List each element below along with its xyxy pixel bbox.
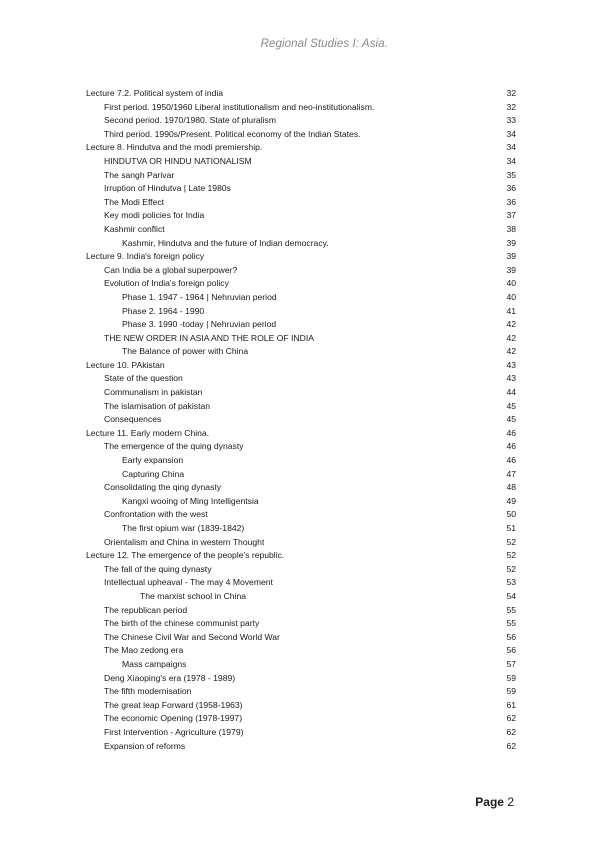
toc-entry-title: The birth of the chinese communist party — [104, 618, 260, 629]
toc-entry-page: 46 — [506, 427, 516, 438]
toc-entry-page: 59 — [506, 672, 516, 683]
toc-entry[interactable] — [86, 223, 516, 237]
toc-entry[interactable] — [86, 413, 516, 427]
toc-entry[interactable] — [86, 101, 516, 115]
toc-entry-title: The islamisation of pakistan — [104, 400, 211, 411]
toc-entry[interactable] — [86, 549, 516, 563]
toc-entry-title: The first opium war (1839-1842) — [122, 523, 245, 533]
toc-entry-page: 46 — [506, 455, 516, 466]
toc-entry-title: Lecture 9. India's foreign policy — [86, 251, 205, 262]
toc-entry[interactable] — [86, 196, 516, 210]
toc-entry[interactable] — [86, 264, 516, 278]
toc-entry-page: 61 — [506, 699, 516, 710]
toc-entry-title: Expansion of reforms — [104, 740, 186, 751]
toc-entry-page: 48 — [506, 482, 516, 493]
toc-entry-title: First period. 1950/1960 Liberal institutionalism and neo-institutionalism. — [104, 101, 375, 112]
toc-entry-page: 62 — [506, 740, 516, 751]
toc-entry-title: Third period. 1990s/Present. Political economy of the Indian States. — [104, 128, 361, 139]
toc-entry-page: 37 — [506, 210, 516, 221]
toc-entry-title: Kangxi wooing of Ming Intelligentsia — [122, 495, 259, 506]
toc-entry-title: First Intervention - Agriculture (1979) — [104, 726, 244, 737]
toc-entry-page: 35 — [506, 169, 516, 180]
toc-entry-page: 62 — [506, 713, 516, 724]
toc-entry-page: 34 — [506, 155, 516, 166]
toc-entry-title: Consolidating the qing dynasty — [104, 482, 222, 493]
toc-entry-page: 53 — [506, 577, 516, 588]
toc-entry[interactable] — [86, 169, 516, 183]
toc-entry-title: The Chinese Civil War and Second World War — [104, 631, 280, 642]
toc-entry-title: Evolution of India's foreign policy — [104, 278, 229, 289]
toc-entry[interactable] — [86, 576, 516, 590]
toc-entry-title: The emergence of the quing dynasty — [104, 441, 244, 452]
toc-entry-title: Lecture 7.2. Political system of india — [86, 88, 224, 98]
toc-entry-title: The Balance of power with China — [122, 346, 249, 357]
toc-entry[interactable] — [86, 685, 516, 699]
toc-entry[interactable] — [86, 590, 516, 604]
toc-entry-title: Lecture 11. Early modern China. — [86, 427, 210, 438]
running-head: Regional Studies I: Asia. — [260, 38, 388, 50]
toc-entry[interactable] — [86, 359, 516, 373]
toc-entry-page: 54 — [506, 590, 516, 601]
toc-entry-title: Lecture 12. The emergence of the people's republic. — [86, 550, 285, 561]
toc-entry-title: The marxist school in China — [140, 590, 247, 601]
toc-entry-title: The Modi Effect — [104, 196, 165, 207]
toc-entry[interactable] — [86, 699, 516, 713]
toc-entry-title: Phase 1. 1947 - 1964 | Nehruvian period — [122, 291, 277, 302]
toc-entry-page: 39 — [506, 264, 516, 275]
toc-entry-page: 34 — [506, 142, 516, 153]
toc-entry-title: Confrontation with the west — [104, 509, 208, 520]
toc-entry-title: Communalism in pakistan — [104, 387, 203, 398]
toc-entry-page: 62 — [506, 726, 516, 737]
toc-entry[interactable] — [86, 454, 516, 468]
toc-entry[interactable] — [86, 604, 516, 618]
toc-entry[interactable] — [86, 468, 516, 482]
toc-entry[interactable] — [86, 250, 516, 264]
toc-entry-title: Early expansion — [122, 455, 184, 466]
toc-entry-title: Can India be a global superpower? — [104, 264, 238, 275]
toc-entry[interactable] — [86, 291, 516, 305]
toc-entry-title: Kashmir, Hindutva and the future of Indian democracy. — [122, 237, 329, 248]
toc-entry-title: Phase 2. 1964 - 1990 — [122, 305, 205, 316]
toc-entry-page: 39 — [506, 251, 516, 262]
page-number: 2 — [507, 795, 514, 809]
toc-entry-page: 51 — [506, 523, 516, 533]
toc-entry[interactable] — [86, 563, 516, 577]
toc-entry-title: The republican period — [104, 604, 188, 615]
toc-entry-page: 38 — [506, 223, 516, 234]
toc-entry-page: 52 — [506, 550, 516, 561]
toc-entry[interactable] — [86, 644, 516, 658]
toc-entry[interactable] — [86, 114, 516, 128]
toc-entry-title: Intellectual upheaval - The may 4 Movement — [104, 577, 273, 588]
page-footer — [475, 795, 514, 809]
toc-entry[interactable] — [86, 712, 516, 726]
toc-entry[interactable] — [86, 400, 516, 414]
toc-entry-page: 40 — [506, 291, 516, 302]
toc-entry[interactable] — [86, 440, 516, 454]
toc-entry-title: Consequences — [104, 414, 162, 425]
toc-entry-page: 36 — [506, 183, 516, 194]
toc-entry-page: 56 — [506, 645, 516, 656]
toc-entry-page: 45 — [506, 414, 516, 425]
table-of-contents — [86, 87, 516, 753]
toc-entry-page: 32 — [506, 101, 516, 112]
toc-entry[interactable] — [86, 209, 516, 223]
toc-entry[interactable] — [86, 141, 516, 155]
toc-entry-page: 50 — [506, 509, 516, 520]
toc-entry-title: The fall of the quing dynasty — [104, 563, 212, 574]
toc-entry[interactable] — [86, 237, 516, 251]
toc-entry-page: 49 — [506, 495, 516, 506]
toc-entry-title: Deng Xiaoping's era (1978 - 1989) — [104, 672, 236, 683]
toc-entry-page: 39 — [506, 237, 516, 248]
toc-entry-title: Lecture 10. PAkistan — [86, 359, 165, 370]
toc-entry[interactable] — [86, 277, 516, 291]
toc-entry-title: Key modi policies for India — [104, 210, 205, 221]
toc-entry-page: 40 — [506, 278, 516, 289]
toc-entry[interactable] — [86, 182, 516, 196]
toc-entry-title: HINDUTVA OR HINDU NATIONALISM — [104, 155, 252, 166]
toc-entry-page: 36 — [506, 196, 516, 207]
toc-entry-page: 41 — [506, 305, 516, 316]
toc-entry[interactable] — [86, 495, 516, 509]
toc-entry-title: The economic Opening (1978-1997) — [104, 713, 243, 724]
toc-entry-title: Capturing China — [122, 468, 185, 479]
toc-entry[interactable] — [86, 128, 516, 142]
toc-entry[interactable] — [86, 332, 516, 346]
toc-entry-page: 59 — [506, 686, 516, 697]
toc-entry[interactable] — [86, 372, 516, 386]
toc-entry[interactable] — [86, 522, 516, 536]
toc-entry-page: 43 — [506, 373, 516, 384]
toc-entry-page: 34 — [506, 128, 516, 139]
toc-entry-title: Phase 3. 1990 -today | Nehruvian period — [122, 319, 277, 330]
toc-entry-page: 57 — [506, 658, 516, 669]
toc-entry-title: State of the question — [104, 373, 183, 384]
toc-entry-page: 52 — [506, 536, 516, 547]
toc-entry-title: The great leap Forward (1958-1963) — [104, 699, 243, 710]
toc-entry-page: 52 — [506, 563, 516, 574]
toc-entry-page: 45 — [506, 400, 516, 411]
toc-entry-page: 46 — [506, 441, 516, 452]
toc-entry-title: The fifth modernisation — [104, 686, 192, 697]
toc-entry-page: 42 — [506, 319, 516, 330]
toc-entry[interactable] — [86, 658, 516, 672]
toc-entry[interactable] — [86, 345, 516, 359]
toc-entry[interactable] — [86, 536, 516, 550]
toc-entry[interactable] — [86, 427, 516, 441]
toc-entry-title: Kashmir conflict — [104, 223, 165, 234]
toc-entry-page: 42 — [506, 332, 516, 343]
toc-entry-page: 32 — [506, 88, 516, 98]
toc-entry-title: Mass campaigns — [122, 658, 187, 669]
toc-entry-title: The sangh Parivar — [104, 169, 175, 180]
toc-entry[interactable] — [86, 386, 516, 400]
toc-entry-page: 44 — [506, 387, 516, 398]
toc-entry-title: THE NEW ORDER IN ASIA AND THE ROLE OF INDIA — [104, 332, 314, 343]
toc-entry[interactable] — [86, 481, 516, 495]
toc-entry-page: 55 — [506, 618, 516, 629]
toc-entry-page: 43 — [506, 359, 516, 370]
toc-entry[interactable] — [86, 508, 516, 522]
toc-entry-title: Irruption of Hindutva | Late 1980s — [104, 183, 231, 194]
toc-entry[interactable] — [86, 87, 516, 101]
toc-entry-page: 42 — [506, 346, 516, 357]
toc-entry-title: Lecture 8. Hindutva and the modi premiership. — [86, 142, 263, 153]
toc-entry-page: 33 — [506, 115, 516, 126]
toc-entry[interactable] — [86, 155, 516, 169]
toc-entry[interactable] — [86, 617, 516, 631]
toc-entry-page: 47 — [506, 468, 516, 479]
toc-entry-title: Second period. 1970/1980. State of pluralism — [104, 115, 276, 126]
toc-entry[interactable] — [86, 631, 516, 645]
toc-entry[interactable] — [86, 740, 516, 754]
toc-entry-title: Orientalism and China in western Thought — [104, 536, 265, 547]
toc-entry-page: 56 — [506, 631, 516, 642]
toc-entry[interactable] — [86, 726, 516, 740]
toc-entry-title: The Mao zedong era — [104, 645, 184, 656]
toc-entry-page: 55 — [506, 604, 516, 615]
toc-entry[interactable] — [86, 305, 516, 319]
toc-entry[interactable] — [86, 672, 516, 686]
page-label: Page — [475, 795, 504, 809]
toc-entry[interactable] — [86, 318, 516, 332]
